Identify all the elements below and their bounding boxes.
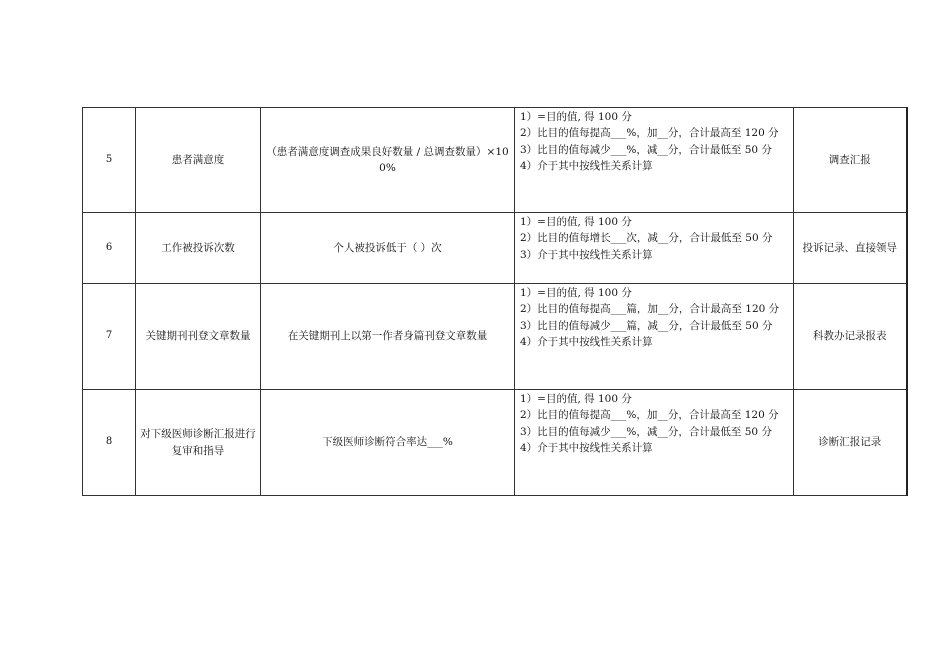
scoring-rule: 1）=目的值, 得 100 分: [520, 216, 632, 228]
row-number: 7: [83, 284, 136, 390]
scoring-rule: 2）比目的值每提高___篇，加__分，合计最高至 120 分: [520, 303, 780, 316]
scoring-rule: 1）=目的值, 得 100 分: [520, 111, 632, 123]
scoring-rules: [515, 213, 794, 284]
kpi-table: [82, 107, 908, 496]
scoring-rule: 3）介于其中按线性关系计算: [520, 248, 653, 261]
data-source: 调查汇报: [794, 108, 907, 213]
indicator-name: 关键期刊刊登文章数量: [136, 284, 261, 390]
scoring-rules: [515, 108, 794, 213]
scoring-rule: 2）比目的值每提高___%，加__分，合计最高至 120 分: [520, 127, 779, 140]
indicator-name: 对下级医师诊断汇报进行复审和指导: [136, 390, 261, 496]
table-row: [83, 108, 907, 213]
indicator-name: 患者满意度: [136, 108, 261, 213]
scoring-rules: [515, 390, 794, 496]
scoring-rule: 1）=目的值, 得 100 分: [520, 393, 632, 405]
scoring-rule: 4）介于其中按线性关系计算: [520, 442, 653, 455]
row-number: 6: [83, 213, 136, 284]
indicator-definition: 个人被投诉低于（ ）次: [261, 213, 515, 284]
table-row: [83, 284, 907, 390]
indicator-name: 工作被投诉次数: [136, 213, 261, 284]
data-source: 投诉记录、直接领导: [794, 213, 907, 284]
scoring-rule: 2）比目的值每提高___%，加__分，合计最高至 120 分: [520, 409, 779, 422]
scoring-rule: 3）比目的值每减少___篇，减__分，合计最低至 50 分: [520, 319, 773, 332]
scoring-rule: 3）比目的值每减少___%，减__分，合计最低至 50 分: [520, 143, 772, 156]
data-source: 科教办记录报表: [794, 284, 907, 390]
table-row: [83, 213, 907, 284]
scoring-rules: [515, 284, 794, 390]
data-source: 诊断汇报记录: [794, 390, 907, 496]
scoring-rule: 2）比目的值每增长___次，减__分，合计最低至 50 分: [520, 232, 773, 245]
indicator-definition: 在关键期刊上以第一作者身篇刊登文章数量: [261, 284, 515, 390]
scoring-rule: 4）介于其中按线性关系计算: [520, 336, 653, 349]
indicator-definition: 下级医师诊断符合率达___%: [261, 390, 515, 496]
row-number: 8: [83, 390, 136, 496]
indicator-definition: （患者满意度调查成果良好数量 / 总调查数量）×100%: [261, 108, 515, 213]
scoring-rule: 3）比目的值每减少___%，减__分，合计最低至 50 分: [520, 425, 772, 438]
scoring-rule: 1）=目的值, 得 100 分: [520, 287, 632, 299]
row-number: 5: [83, 108, 136, 213]
table-row: [83, 390, 907, 496]
scoring-rule: 4）介于其中按线性关系计算: [520, 160, 653, 173]
